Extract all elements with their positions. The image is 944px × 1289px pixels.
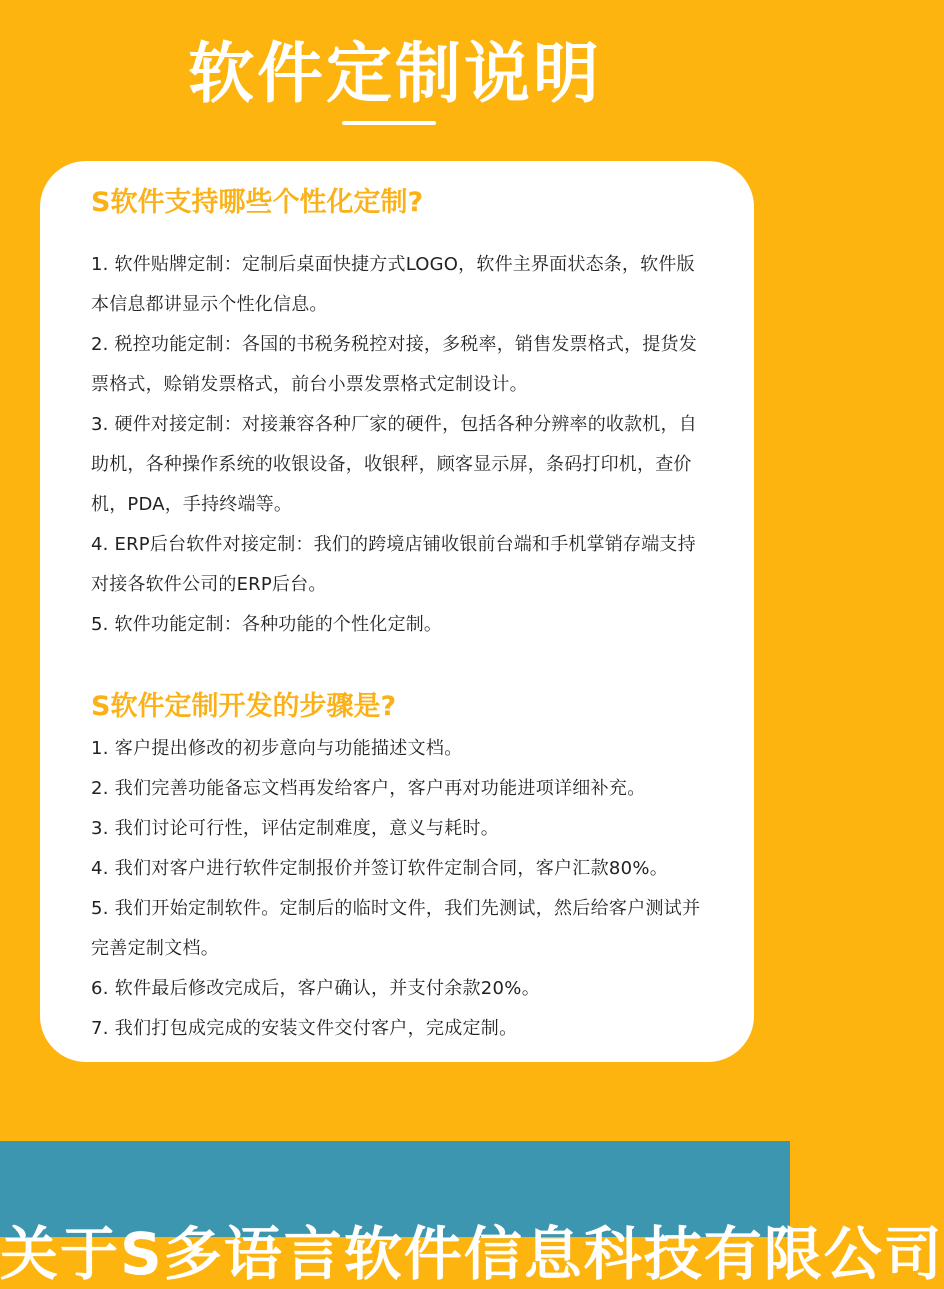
list-item: 2. 税控功能定制：各国的书税务税控对接，多税率，销售发票格式，提货发票格式，赊销发票格式，前台小票发票格式定制设计。 bbox=[91, 334, 697, 395]
section-heading-steps: S软件定制开发的步骤是? bbox=[91, 691, 397, 722]
list-item: 5. 软件功能定制：各种功能的个性化定制。 bbox=[91, 614, 443, 635]
list-item: 4. 我们对客户进行软件定制报价并签订软件定制合同，客户汇款80%。 bbox=[91, 858, 669, 879]
list-item: 1. 客户提出修改的初步意向与功能描述文档。 bbox=[91, 738, 463, 759]
list-item: 4. ERP后台软件对接定制：我们的跨境店铺收银前台端和手机掌销存端支持对接各软件公司的ERP后台。 bbox=[91, 534, 696, 595]
list-item: 5. 我们开始定制软件。定制后的临时文件，我们先测试，然后给客户测试并完善定制文档。 bbox=[91, 898, 701, 959]
customization-list bbox=[91, 245, 710, 645]
list-item: 1. 软件贴牌定制：定制后桌面快捷方式LOGO，软件主界面状态条，软件版本信息都讲显示个性化信息。 bbox=[91, 254, 695, 315]
list-item: 7. 我们打包成完成的安装文件交付客户，完成定制。 bbox=[91, 1018, 518, 1039]
section-heading-customization: S软件支持哪些个性化定制? bbox=[91, 187, 424, 218]
info-card bbox=[40, 161, 754, 1062]
steps-list bbox=[91, 729, 710, 1049]
company-section-title: 关于S多语言软件信息科技有限公司 bbox=[0, 1220, 944, 1288]
page-title: 软件定制说明 bbox=[188, 35, 602, 112]
title-underline-divider bbox=[342, 121, 436, 125]
list-item: 3. 硬件对接定制：对接兼容各种厂家的硬件，包括各种分辨率的收款机，自助机，各种操作系统的收银设备，收银秤，顾客显示屏，条码打印机，查价机，PDA，手持终端等。 bbox=[91, 414, 697, 515]
list-item: 3. 我们讨论可行性，评估定制难度，意义与耗时。 bbox=[91, 818, 500, 839]
list-item: 6. 软件最后修改完成后，客户确认，并支付余款20%。 bbox=[91, 978, 541, 999]
company-section-band bbox=[0, 1141, 944, 1288]
list-item: 2. 我们完善功能备忘文档再发给客户，客户再对功能进项详细补充。 bbox=[91, 778, 646, 799]
